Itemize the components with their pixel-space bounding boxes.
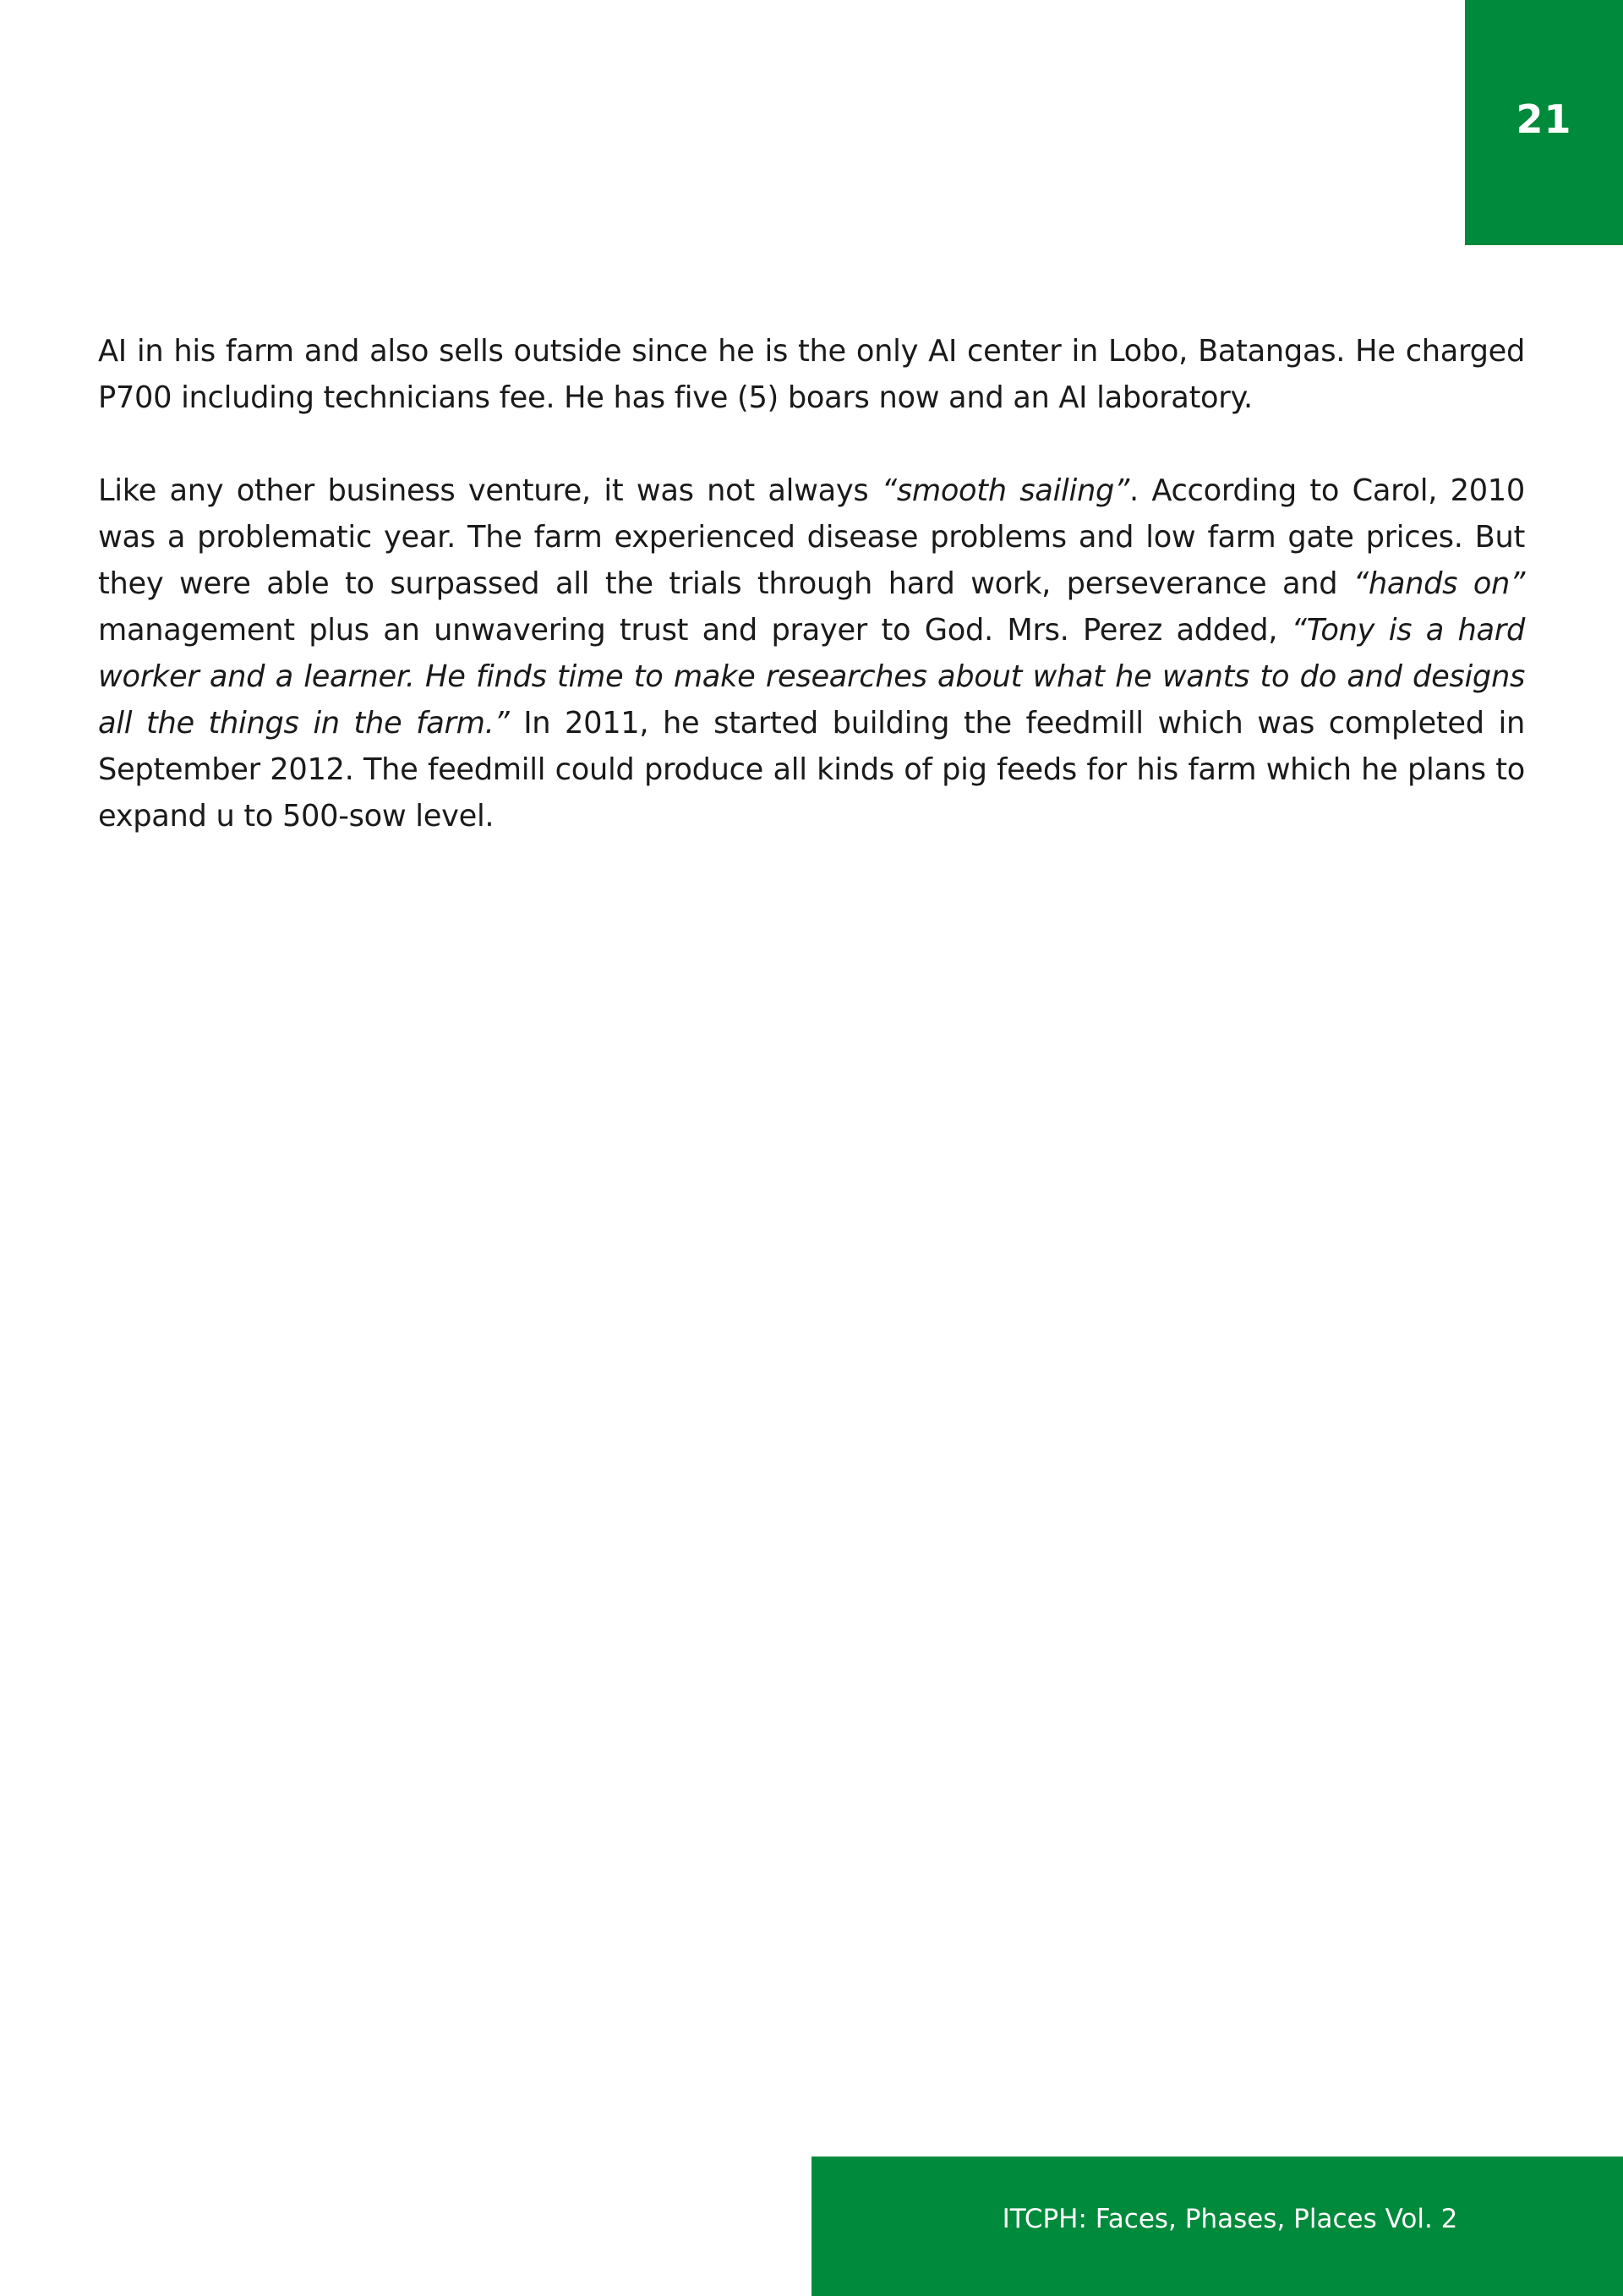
quote-mrs-perez: “Tony is a hard worker and a learner. He finds time to make researches about what he wants to do and designs all the things in the farm.” xyxy=(98,613,1525,741)
page-number: 21 xyxy=(1516,96,1572,142)
article-body xyxy=(98,328,1525,839)
paragraph-1-text: AI in his farm and also sells outside since he is the only AI center in Lobo, Batangas. He charged P700 including technicians fee. He has five (5) boars now and an AI laboratory. xyxy=(98,334,1525,415)
quote-smooth-sailing: “smooth sailing” xyxy=(881,473,1129,508)
footer-band xyxy=(812,2157,1623,2296)
paragraph-2-text-e: management plus an unwavering trust and prayer to God. Mrs. Perez added, xyxy=(98,613,1292,648)
paragraph-2-text-g: In 2011, he started building the feedmill which was completed in September 2012. The feedmill could produce all kinds of pig feeds for his farm which he plans to expand u to 500-sow level. xyxy=(98,706,1525,834)
paragraph-2 xyxy=(98,467,1525,839)
quote-hands-on: “hands on” xyxy=(1352,566,1525,601)
paragraph-1 xyxy=(98,328,1525,421)
paragraph-2-text-a: Like any other business venture, it was not always xyxy=(98,473,882,508)
footer-title: ITCPH: Faces, Phases, Places Vol. 2 xyxy=(1002,2204,1458,2234)
paragraph-2-text-c: . According to Carol, 2010 was a problematic year. The farm experienced disease problems and low farm gate prices. But they were able to surpassed all the trials through hard work, perseverance and xyxy=(98,473,1525,601)
page-number-tab xyxy=(1465,0,1623,245)
